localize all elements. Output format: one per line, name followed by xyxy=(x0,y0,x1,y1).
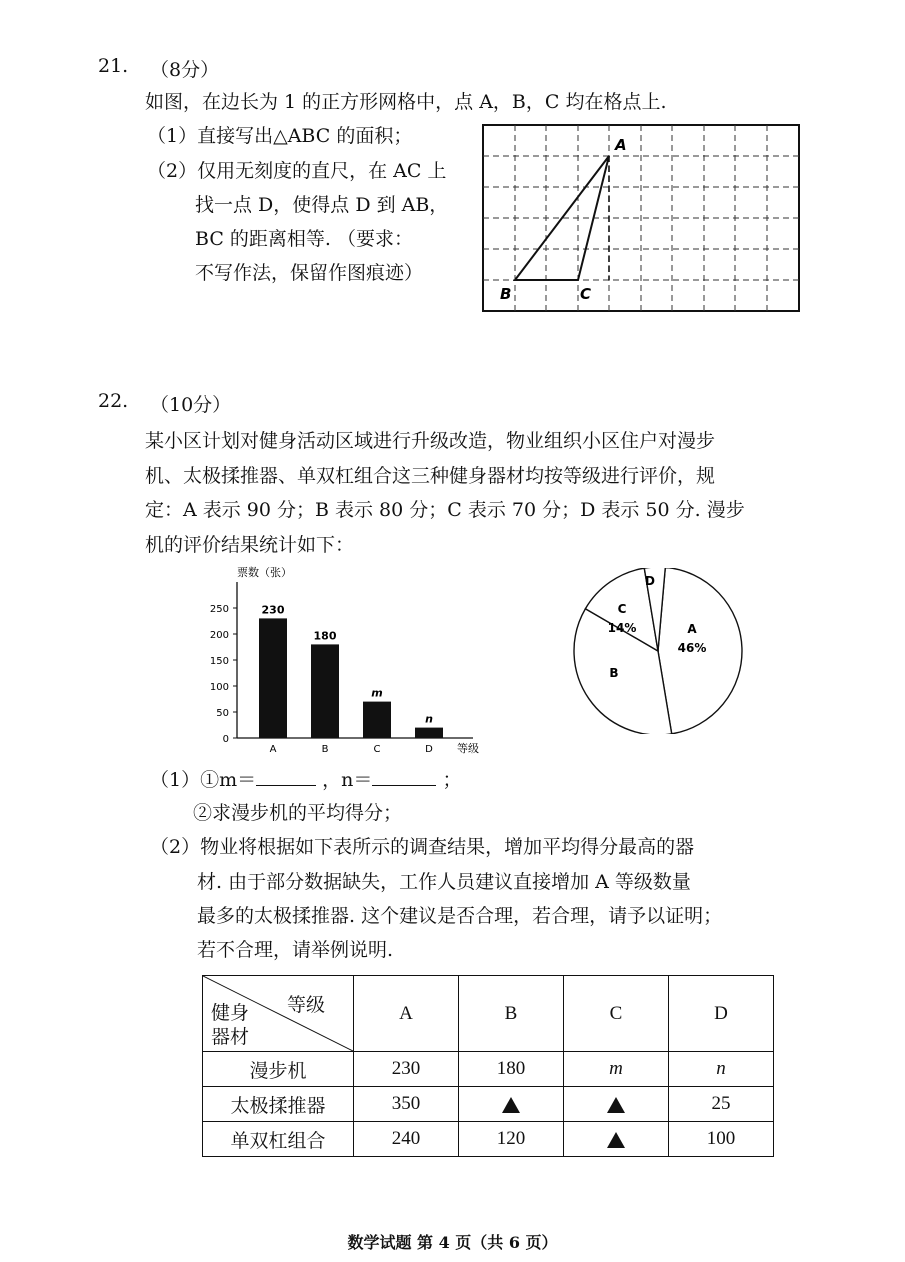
q21-part2-line3: BC 的距离相等. （要求： xyxy=(195,228,413,250)
q21-intro: 如图，在边长为 1 的正方形网格中，点 A，B，C 均在格点上. xyxy=(145,91,667,113)
bar-data-label: 230 xyxy=(261,603,285,617)
bar-C xyxy=(363,702,391,738)
bar-data-label: m xyxy=(371,686,383,700)
label-a: A xyxy=(615,136,627,154)
pie-label-D: D xyxy=(645,574,655,588)
table-cell: n xyxy=(669,1052,774,1087)
table-header: A xyxy=(354,976,459,1052)
table-corner-cell xyxy=(203,976,354,1052)
corner-top-label: 等级 xyxy=(287,995,326,1016)
bar-chart-ylabel: 票数（张） xyxy=(237,566,292,579)
bar-chart-xlabel: 等级 xyxy=(457,742,479,755)
missing-data-icon xyxy=(564,1122,669,1157)
row-name: 单双杠组合 xyxy=(203,1122,354,1157)
corner-bottom-label-1: 健身 xyxy=(211,1003,250,1024)
bar-y-tick-label: 0 xyxy=(222,734,229,745)
q22-part1-n-label: ，n＝ xyxy=(322,769,373,791)
q21-part2-line2: 找一点 D，使得点 D 到 AB， xyxy=(195,194,449,216)
missing-data-icon xyxy=(459,1087,564,1122)
table-cell: 120 xyxy=(459,1122,564,1157)
q22-intro-line3: 定：A 表示 90 分；B 表示 80 分；C 表示 70 分；D 表示 50 分. 漫步 xyxy=(145,499,745,521)
row-name: 太极揉推器 xyxy=(203,1087,354,1122)
table-cell: 350 xyxy=(354,1087,459,1122)
bar-category-label: B xyxy=(321,744,329,755)
grid-figure xyxy=(480,123,802,313)
bar-data-label: 180 xyxy=(313,629,337,643)
bar-category-label: C xyxy=(373,744,381,755)
table-cell: m xyxy=(564,1052,669,1087)
q22-part1-end: ； xyxy=(442,769,462,791)
table-cell: 180 xyxy=(459,1052,564,1087)
q22-part2-line4: 若不合理，请举例说明. xyxy=(197,939,394,961)
pie-label-B: B xyxy=(609,666,619,680)
q22-intro-line2: 机、太极揉推器、单双杠组合这三种健身器材均按等级进行评价，规 xyxy=(145,465,716,487)
missing-data-icon xyxy=(564,1087,669,1122)
pie-percent-A: 46% xyxy=(677,641,707,655)
table-header: D xyxy=(669,976,774,1052)
bar-y-tick-label: 150 xyxy=(209,656,229,667)
corner-bottom-label-2: 器材 xyxy=(211,1027,250,1048)
pie-label-C: C xyxy=(617,602,627,616)
row-name: 漫步机 xyxy=(203,1052,354,1087)
table-cell: 100 xyxy=(669,1122,774,1157)
q22-part1 xyxy=(150,765,461,792)
table-cell: 25 xyxy=(669,1087,774,1122)
rating-table xyxy=(202,975,774,1157)
bar-y-tick-label: 100 xyxy=(209,682,229,693)
q21-points: （8分） xyxy=(150,59,220,81)
bar-y-tick-label: 50 xyxy=(216,708,229,719)
bar-category-label: D xyxy=(425,744,433,755)
table-cell: 240 xyxy=(354,1122,459,1157)
bar-A xyxy=(259,618,287,738)
pie-label-A: A xyxy=(687,622,697,636)
n-answer-blank[interactable] xyxy=(372,767,436,786)
q22-part2-line1: （2）物业将根据如下表所示的调查结果，增加平均得分最高的器 xyxy=(150,836,695,858)
table-header: C xyxy=(564,976,669,1052)
q21-part2-line4: 不写作法，保留作图痕迹） xyxy=(195,262,424,284)
q21-part2-line1: （2）仅用无刻度的直尺，在 AC 上 xyxy=(147,160,447,182)
page-footer: 数学试题 第 4 页（共 6 页） xyxy=(347,1233,558,1252)
label-c: C xyxy=(580,285,592,303)
q22-intro-line4: 机的评价结果统计如下： xyxy=(145,534,355,556)
pie-percent-C: 14% xyxy=(607,621,637,635)
bar-category-label: A xyxy=(269,744,277,755)
bar-B xyxy=(311,644,339,738)
table-header: B xyxy=(459,976,564,1052)
bar-y-tick-label: 250 xyxy=(209,604,229,615)
bar-chart xyxy=(195,562,495,758)
q21-part1: （1）直接写出△ABC 的面积； xyxy=(147,125,413,147)
q22-part2-line3: 最多的太极揉推器. 这个建议是否合理，若合理，请予以证明； xyxy=(197,905,723,927)
label-b: B xyxy=(500,285,512,303)
table-row xyxy=(203,1122,774,1157)
bar-y-tick-label: 200 xyxy=(209,630,229,641)
grid-lines xyxy=(483,125,799,311)
table-row xyxy=(203,1087,774,1122)
q22-part1-sub: ②求漫步机的平均得分； xyxy=(193,802,403,824)
pie-chart xyxy=(570,568,746,734)
q22-points: （10分） xyxy=(150,394,232,416)
table-row xyxy=(203,1052,774,1087)
m-answer-blank[interactable] xyxy=(256,767,316,786)
q22-part2-line2: 材. 由于部分数据缺失，工作人员建议直接增加 A 等级数量 xyxy=(197,871,691,893)
q22-number: 22. xyxy=(98,390,129,412)
bar-D xyxy=(415,728,443,738)
table-cell: 230 xyxy=(354,1052,459,1087)
q21-number: 21. xyxy=(98,55,129,77)
q22-part1-m-label: （1）①m＝ xyxy=(150,769,257,791)
bar-data-label: n xyxy=(425,712,433,726)
q22-intro-line1: 某小区计划对健身活动区域进行升级改造，物业组织小区住户对漫步 xyxy=(145,430,716,452)
